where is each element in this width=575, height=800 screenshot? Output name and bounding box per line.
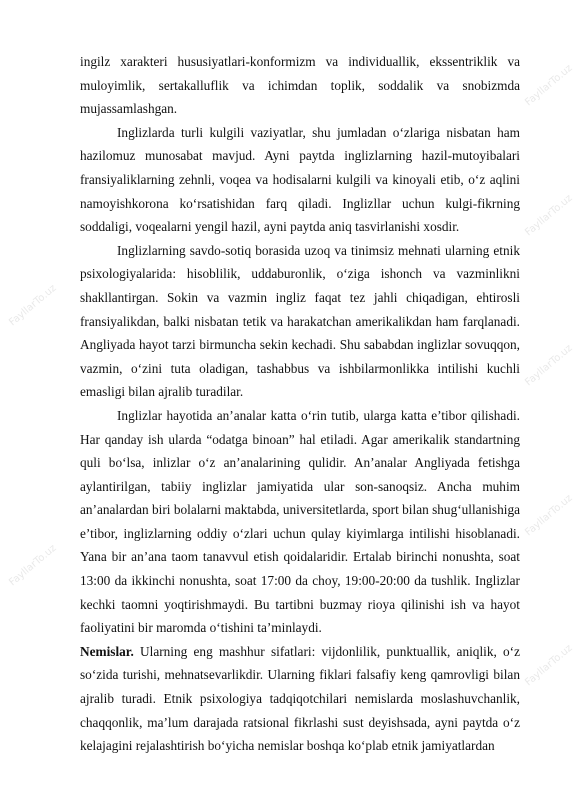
watermark: FayllarTo.uz: [523, 492, 575, 539]
watermark: FayllarTo.uz: [523, 642, 575, 689]
paragraph-germans-body: Ularning eng mashhur sifatlari: vijdonlilik, punktuallik, aniqlik, o‘z so‘zida turishi, mehnatsevarlikdir. Ularning fiklari falsafiy keng qamrovligi bilan ajralib turadi. Etnik psixologiya tadqiqotchilari nemislarda moslashuvchanlik, chaqqonlik, ma’lum darajada ratsional fikrlashi sust deyishsada, ayni paytda o‘z kelajagini rejalashtirish bo‘yicha nemislar boshqa ko‘plab etnik jamiyatlardan: [80, 643, 520, 754]
document-page: [80, 50, 520, 758]
watermark: FayllarTo.uz: [523, 192, 575, 239]
paragraph-trade-psychology: Inglizlarning savdo-sotiq borasida uzoq va tinimsiz mehnati ularning etnik psixologiyalarida: hisoblilik, uddaburonlik, o‘ziga ishonch va vazminlikni shakllantirgan. Sokin va vazmin ingliz faqat tez jahli chiqadigan, ehtirosli fransiyalikdan, balki nisbatan tetik va harakatchan amerikalikdan ham farqlanadi. Angliyada hayot tarzi birmuncha sekin kechadi. Shu sababdan inglizlar sovuqqon, vazmin, o‘zini tuta oladigan, tashabbus va ishbilarmonlikka intilishi kuchli emasligi bilan ajralib turadilar.: [80, 242, 520, 400]
paragraph-traditions: Inglizlar hayotida an’analar katta o‘rin tutib, ularga katta e’tibor qilishadi. Har qanday ish ularda “odatga binoan” hal etiladi. Agar amerikalik standartning quli bo‘lsa, inlizlar o‘z an’analarining qulidir. An’analar Angliyada fetishga aylantirilgan, tabiiy inglizlar jamiyatida ular son-sanoqsiz. Ancha muhim an’analardan biri bolalarni maktabda, universitetlarda, sport bilan shug‘ullanishiga e’tibor, inglizlarning oddiy o‘zlari uchun qulay kiyimlarga intilishi hisoblanadi. Yana bir an’ana taom tanavvul etish qoidalaridir. Ertalab birinchi nonushta, soat 13:00 da ikkinchi nonushta, soat 17:00 da choy, 19:00-20:00 da tushlik. Inglizlar kechki taomni yoqtirishmaydi. Bu tartibni buzmay rioya qilinishi ish va hayot faoliyatini bir maromda o‘tishini ta’minlaydi.: [80, 407, 520, 636]
watermark: FayllarTo.uz: [7, 282, 59, 329]
paragraph-germans: [80, 640, 520, 758]
watermark: FayllarTo.uz: [523, 342, 575, 389]
section-heading-germans: Nemislar.: [80, 643, 134, 659]
paragraph-humor: Inglizlarda turli kulgili vaziyatlar, shu jumladan o‘zlariga nisbatan ham hazilomuz munosabat mavjud. Ayni paytda inglizlarning hazil-mutoyibalari fransiyaliklarning zehnli, voqea va hodisalarni kulgili va kinoyali etib, o‘z aqlini namoyishkorona ko‘rsatishidan farq qiladi. Inglizllar uchun kulgi-fikrning soddaligi, voqealarni yengil hazil, ayni paytda aniq tasvirlanishi xosdir.: [80, 124, 520, 235]
watermark: FayllarTo.uz: [7, 542, 59, 589]
paragraph-continuation: ingilz xarakteri hususiyatlari-konformizm va individuallik, ekssentriklik va muloyimlik, sertakalluflik va ichimdan toplik, soddalik va snobizmda mujassamlashgan.: [80, 54, 520, 117]
watermark: FayllarTo.uz: [523, 62, 575, 109]
